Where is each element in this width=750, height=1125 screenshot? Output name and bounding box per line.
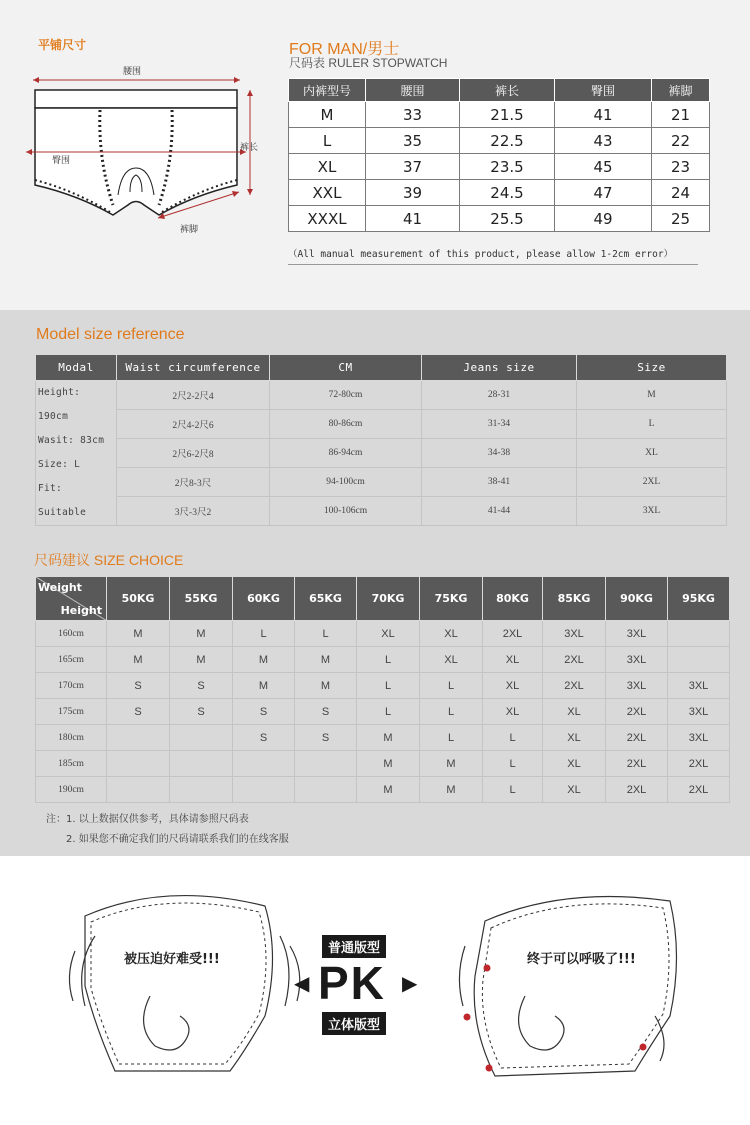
table-cell: XXL <box>289 180 366 206</box>
table-cell: 33 <box>366 102 460 128</box>
model-fit: Fit: Suitable <box>38 483 87 518</box>
table-cell: 72-80cm <box>270 381 422 410</box>
for-man-title: FOR MAN/男士 <box>289 41 400 58</box>
size-cell: M <box>107 647 170 673</box>
ruler-subtitle: 尺码表 RULER STOPWATCH <box>289 56 448 70</box>
size-cell: M <box>420 777 483 803</box>
size-cell: S <box>233 725 295 751</box>
size-cell: M <box>357 777 420 803</box>
size-cell: 3XL <box>606 621 668 647</box>
size-cell: M <box>420 751 483 777</box>
corner-height-label: Height <box>60 604 102 617</box>
table-cell: 22 <box>652 128 710 154</box>
size-cell: 3XL <box>606 647 668 673</box>
size-cell <box>170 725 233 751</box>
spec-col-hip: 臀围 <box>555 79 652 102</box>
breathable-text: 终于可以呼吸了!!! <box>527 952 636 967</box>
table-row <box>36 468 727 497</box>
size-cell: L <box>420 699 483 725</box>
size-cell <box>295 777 357 803</box>
table-cell: 39 <box>366 180 460 206</box>
size-cell <box>668 647 730 673</box>
size-cell: XL <box>543 699 606 725</box>
spec-col-model: 内裤型号 <box>289 79 366 102</box>
size-cell: M <box>233 647 295 673</box>
table-cell: XL <box>289 154 366 180</box>
size-cell: XL <box>420 621 483 647</box>
table-cell: 45 <box>555 154 652 180</box>
size-cell: M <box>357 751 420 777</box>
size-notes <box>46 810 289 850</box>
table-cell: M <box>577 381 727 410</box>
table-cell: 43 <box>555 128 652 154</box>
fit-comparison-section <box>0 856 750 1125</box>
size-cell: 2XL <box>543 673 606 699</box>
model-height: Height: 190cm <box>38 387 81 422</box>
compressed-text: 被压迫好难受!!! <box>124 952 220 967</box>
table-cell: 41-44 <box>422 497 577 526</box>
size-cell: L <box>357 673 420 699</box>
table-cell: 100-106cm <box>270 497 422 526</box>
table-cell: 37 <box>366 154 460 180</box>
size-cell: XL <box>483 673 543 699</box>
table-cell: 2尺6-2尺8 <box>117 439 270 468</box>
size-cell: L <box>233 621 295 647</box>
size-choice-table <box>35 576 730 803</box>
size-cell: 2XL <box>606 751 668 777</box>
model-size-title: Model size reference <box>36 326 185 343</box>
hip-label: 臀围 <box>52 156 71 166</box>
table-cell: 2尺4-2尺6 <box>117 410 270 439</box>
table-cell: 35 <box>366 128 460 154</box>
size-cell: S <box>107 699 170 725</box>
table-row <box>289 128 710 154</box>
model-info-cell <box>36 381 117 526</box>
table-row <box>289 154 710 180</box>
size-cell: M <box>295 647 357 673</box>
table-cell: 47 <box>555 180 652 206</box>
size-cell: L <box>483 751 543 777</box>
table-cell: XXXL <box>289 206 366 232</box>
height-cell: 165cm <box>36 647 107 673</box>
left-arrow-icon: ◀ <box>294 971 310 995</box>
size-cell <box>233 751 295 777</box>
size-cell: 2XL <box>483 621 543 647</box>
table-cell: 34-38 <box>422 439 577 468</box>
size-cell: S <box>170 673 233 699</box>
size-cell: XL <box>483 647 543 673</box>
table-cell: 22.5 <box>460 128 555 154</box>
3d-fit-badge: 立体版型 <box>322 1012 386 1035</box>
table-cell: M <box>289 102 366 128</box>
size-cell <box>107 725 170 751</box>
table-row <box>36 647 730 673</box>
size-cell: 2XL <box>606 725 668 751</box>
table-cell: 3XL <box>577 497 727 526</box>
table-cell: 41 <box>555 102 652 128</box>
size-cell <box>295 751 357 777</box>
table-cell: L <box>577 410 727 439</box>
table-row <box>36 439 727 468</box>
spec-col-leg: 裤脚 <box>652 79 710 102</box>
measurement-note: （All manual measurement of this product, please allow 1-2cm error） <box>288 246 698 265</box>
weight-col: 75KG <box>420 577 483 621</box>
size-cell: M <box>295 673 357 699</box>
weight-col: 60KG <box>233 577 295 621</box>
table-row <box>289 102 710 128</box>
weight-col: 80KG <box>483 577 543 621</box>
table-cell: 94-100cm <box>270 468 422 497</box>
size-cell: S <box>107 673 170 699</box>
size-cell: L <box>483 725 543 751</box>
table-cell: 86-94cm <box>270 439 422 468</box>
size-cell: XL <box>357 621 420 647</box>
table-row <box>36 725 730 751</box>
model-col-jeans: Jeans size <box>422 355 577 381</box>
table-row <box>289 180 710 206</box>
weight-col: 70KG <box>357 577 420 621</box>
size-cell <box>233 777 295 803</box>
height-cell: 170cm <box>36 673 107 699</box>
normal-fit-badge: 普通版型 <box>322 935 386 958</box>
size-cell: M <box>170 621 233 647</box>
table-cell: 41 <box>366 206 460 232</box>
table-cell: 25 <box>652 206 710 232</box>
size-cell: L <box>357 699 420 725</box>
table-row <box>36 497 727 526</box>
height-cell: 175cm <box>36 699 107 725</box>
size-header-row <box>36 577 730 621</box>
spec-col-length: 裤长 <box>460 79 555 102</box>
table-cell: 21.5 <box>460 102 555 128</box>
size-cell: XL <box>543 751 606 777</box>
spec-header-row <box>289 79 710 102</box>
flat-size-section <box>0 0 750 310</box>
size-note-2: 2. 如果您不确定我们的尺码请联系我们的在线客服 <box>66 834 289 845</box>
pk-label: PK <box>318 957 386 1009</box>
model-header-row <box>36 355 727 381</box>
weight-col: 85KG <box>543 577 606 621</box>
size-cell: XL <box>483 699 543 725</box>
normal-fit-illustration <box>55 876 315 1116</box>
size-cell: L <box>420 725 483 751</box>
height-cell: 180cm <box>36 725 107 751</box>
size-cell: S <box>170 699 233 725</box>
weight-col: 90KG <box>606 577 668 621</box>
size-cell: 3XL <box>543 621 606 647</box>
model-col-modal: Modal <box>36 355 117 381</box>
table-row <box>36 410 727 439</box>
corner-weight-label: Weight <box>38 581 82 594</box>
size-choice-title: 尺码建议 SIZE CHOICE <box>34 552 184 568</box>
size-cell: S <box>295 725 357 751</box>
table-cell: 21 <box>652 102 710 128</box>
waist-label: 腰围 <box>123 67 142 77</box>
spec-table <box>288 78 710 232</box>
size-cell: S <box>233 699 295 725</box>
table-cell: 23 <box>652 154 710 180</box>
table-cell: 24 <box>652 180 710 206</box>
size-cell: 3XL <box>606 673 668 699</box>
leg-label: 裤脚 <box>180 225 199 235</box>
size-cell: S <box>295 699 357 725</box>
size-cell: L <box>420 673 483 699</box>
model-col-cm: CM <box>270 355 422 381</box>
table-row <box>36 381 727 410</box>
table-row <box>36 621 730 647</box>
table-cell: XL <box>577 439 727 468</box>
table-cell: 49 <box>555 206 652 232</box>
size-cell: 2XL <box>606 699 668 725</box>
table-row <box>36 751 730 777</box>
size-cell <box>170 777 233 803</box>
table-cell: 23.5 <box>460 154 555 180</box>
size-cell: 2XL <box>543 647 606 673</box>
weight-col: 95KG <box>668 577 730 621</box>
table-cell: 24.5 <box>460 180 555 206</box>
size-cell: M <box>107 621 170 647</box>
size-cell: M <box>170 647 233 673</box>
size-cell: 3XL <box>668 725 730 751</box>
table-cell: 31-34 <box>422 410 577 439</box>
size-cell: L <box>295 621 357 647</box>
table-row <box>36 673 730 699</box>
size-cell <box>107 777 170 803</box>
size-cell <box>107 751 170 777</box>
size-cell: 2XL <box>668 751 730 777</box>
size-cell <box>170 751 233 777</box>
height-cell: 190cm <box>36 777 107 803</box>
table-cell: 38-41 <box>422 468 577 497</box>
weight-col: 55KG <box>170 577 233 621</box>
size-cell: 2XL <box>606 777 668 803</box>
model-and-size-section <box>0 310 750 856</box>
table-cell: 2XL <box>577 468 727 497</box>
size-note-1: 注：1. 以上数据仅供参考，具体请参照尺码表 <box>46 814 249 825</box>
table-cell: 2尺2-2尺4 <box>117 381 270 410</box>
table-row <box>36 777 730 803</box>
spec-col-waist: 腰围 <box>366 79 460 102</box>
right-arrow-icon: ▶ <box>402 971 418 995</box>
model-size-table <box>35 354 727 526</box>
model-waist: Wasit: 83cm <box>38 435 105 446</box>
size-cell: 2XL <box>668 777 730 803</box>
weight-height-corner <box>36 577 107 621</box>
size-cell: 3XL <box>668 673 730 699</box>
table-cell: 80-86cm <box>270 410 422 439</box>
size-cell: M <box>357 725 420 751</box>
model-size: Size: L <box>38 459 81 470</box>
size-cell: M <box>233 673 295 699</box>
table-cell: 25.5 <box>460 206 555 232</box>
underwear-flat-diagram <box>18 50 268 290</box>
size-cell: L <box>483 777 543 803</box>
size-cell: 3XL <box>668 699 730 725</box>
weight-col: 50KG <box>107 577 170 621</box>
size-cell: L <box>357 647 420 673</box>
table-cell: 3尺-3尺2 <box>117 497 270 526</box>
weight-col: 65KG <box>295 577 357 621</box>
3d-fit-illustration <box>455 876 715 1116</box>
table-cell: L <box>289 128 366 154</box>
table-cell: 28-31 <box>422 381 577 410</box>
height-cell: 185cm <box>36 751 107 777</box>
size-cell: XL <box>420 647 483 673</box>
table-cell: 2尺8-3尺 <box>117 468 270 497</box>
size-cell: XL <box>543 725 606 751</box>
size-choice-body <box>36 621 730 803</box>
model-col-size: Size <box>577 355 727 381</box>
table-row <box>36 699 730 725</box>
model-col-waist: Waist circumference <box>117 355 270 381</box>
size-cell <box>668 621 730 647</box>
length-label: 裤长 <box>240 143 259 153</box>
height-cell: 160cm <box>36 621 107 647</box>
flat-size-title: 平铺尺寸 <box>38 38 87 52</box>
table-row <box>289 206 710 232</box>
size-cell: XL <box>543 777 606 803</box>
